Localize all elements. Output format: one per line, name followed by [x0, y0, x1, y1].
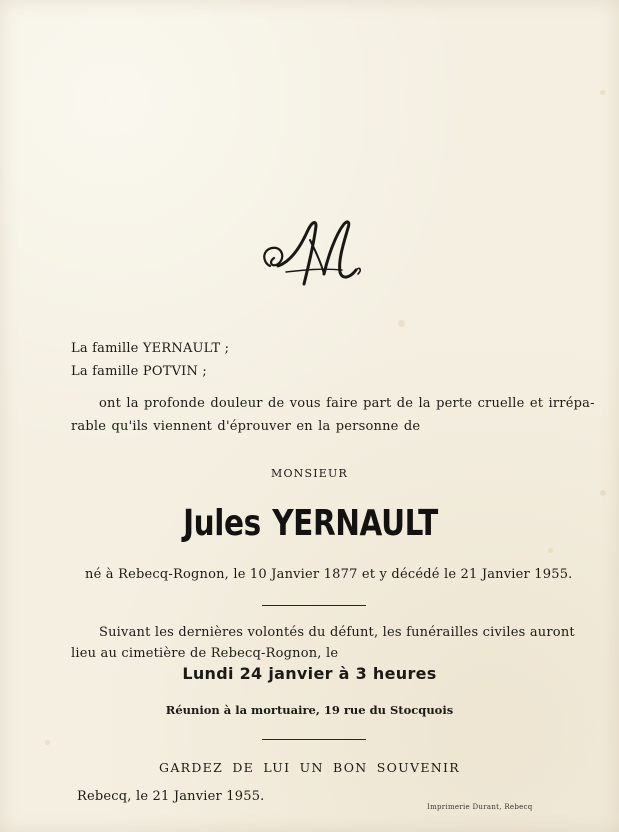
announcement-line: ont la profonde douleur de vous faire part de la perte cruelle et irrépa- — [99, 396, 595, 411]
family-line: La famille YERNAULT ; — [71, 341, 230, 356]
honorific-title: MONSIEUR — [271, 467, 348, 480]
printer-credit: Imprimerie Durant, Rebecq — [427, 803, 533, 811]
meeting-place: Réunion à la mortuaire, 19 rue du Stocquois — [165, 703, 454, 717]
paper-stain — [600, 490, 606, 496]
divider — [262, 739, 366, 740]
deceased-surname: YERNAULT — [272, 503, 438, 544]
monogram-m-icon — [256, 212, 368, 292]
announcement-line: rable qu'ils viennent d'éprouver en la personne de — [71, 419, 421, 434]
birth-death-line: né à Rebecq-Rognon, le 10 Janvier 1877 et y décédé le 21 Janvier 1955. — [85, 567, 573, 582]
deceased-given-name: Jules — [183, 503, 261, 544]
closing-remembrance: GARDEZ DE LUI UN BON SOUVENIR — [159, 760, 460, 775]
funeral-text-line: Suivant les dernières volontés du défunt, les funérailles civiles auront — [99, 625, 575, 640]
place-and-date: Rebecq, le 21 Janvier 1955. — [77, 789, 265, 804]
divider — [262, 605, 366, 606]
funeral-date: Lundi 24 janvier à 3 heures — [182, 664, 437, 683]
paper-stain — [45, 740, 50, 745]
funeral-text-line: lieu au cimetière de Rebecq-Rognon, le — [71, 646, 339, 661]
family-line: La famille POTVIN ; — [71, 364, 207, 379]
paper-stain — [398, 320, 405, 327]
paper-stain — [600, 90, 605, 95]
deceased-name — [57, 503, 565, 544]
paper-stain — [548, 548, 553, 553]
